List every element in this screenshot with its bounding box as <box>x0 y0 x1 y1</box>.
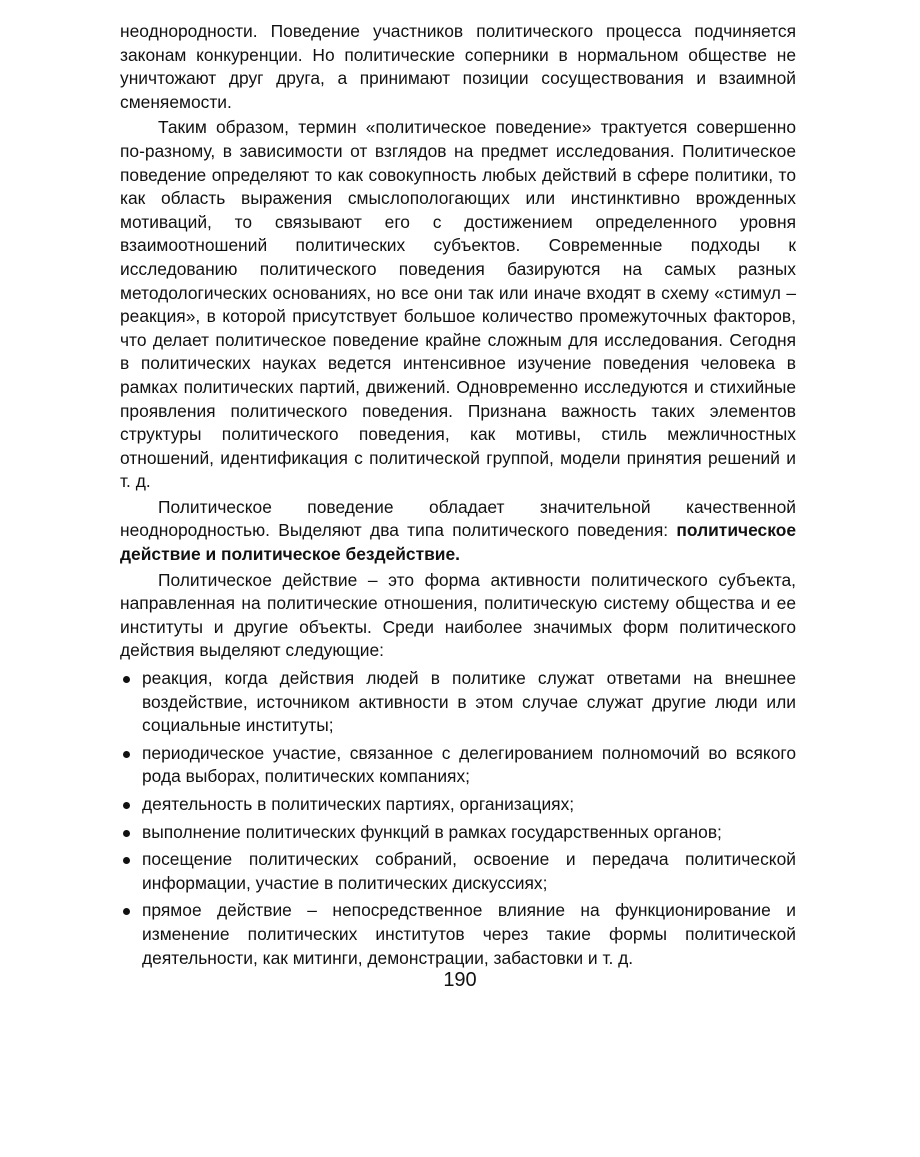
list-item <box>120 848 796 895</box>
page-number: 190 <box>443 969 477 991</box>
paragraph-2: Таким образом, термин «политическое поведение» трактуется совершенно по-разному, в зависимости от взглядов на предмет исследования. Политическое поведение определяют то как совокупность любых действий в сфере политики, то как область выражения смыслопологающих или инстинктивно врожденных мотиваций, то связывают его с достижением определенного уровня взаимоотношений политических субъектов. Современные подходы к исследованию политического поведения базируются на самых разных методологических основаниях, но все они так или иначе входят в схему «стимул – реакция», в которой присутствует большое количество промежуточных факторов, что делает политическое поведение крайне сложным для исследования. Сегодня в политических науках ведется интенсивное изучение поведения человека в рамках политических партий, движений. Одновременно исследуются и стихийные проявления политического поведения. Признана важность таких элементов структуры политического поведения, как мотивы, стиль межличностных отношений, идентификация с политической группой, модели принятия решений и т. д. <box>120 117 796 492</box>
paragraph-3-bold-term: политическое действие и политическое бездействие. <box>120 520 796 565</box>
list-item <box>120 793 796 817</box>
list-item-text: периодическое участие, связанное с делегированием полномочий во всякого рода выборах, политических компаниях; <box>142 742 796 787</box>
list-item-text: деятельность в политических партиях, организациях; <box>142 794 575 814</box>
list-item-text: выполнение политических функций в рамках государственных органов; <box>142 821 722 842</box>
paragraph-3 <box>120 496 796 567</box>
list-item-text: посещение политических собраний, освоение и передача политической информации, участие в политических дискуссиях; <box>142 849 796 893</box>
bullet-icon <box>123 830 130 837</box>
list-item-text: прямое действие – непосредственное влияние на функционирование и изменение политических институтов через такие формы политической деятельности, как митинги, демонстрации, забастовки и т. д. <box>142 900 796 968</box>
paragraph-1: неоднородности. Поведение участников политического процесса подчиняется законам конкуренции. Но политические соперники в нормальном обществе не уничтожают друг друга, а принимают позиции сосуществования и взаимной сменяемости. <box>120 21 796 112</box>
bullet-icon <box>123 751 130 758</box>
action-forms-list <box>120 667 796 970</box>
list-item <box>120 899 796 970</box>
bullet-icon <box>123 676 130 683</box>
bullet-icon <box>123 802 130 809</box>
page-body <box>120 20 796 970</box>
list-item <box>120 742 796 789</box>
list-item <box>120 667 796 738</box>
paragraph-3-text: Политическое поведение обладает значительной качественной неоднородностью. Выделяют два типа политического поведения: <box>120 496 796 541</box>
bullet-icon <box>123 857 130 864</box>
paragraph-4: Политическое действие – это форма активности политического субъекта, направленная на политические отношения, политическую систему общества и ее институты и другие объекты. Среди наиболее значимых форм политического действия выделяют следующие: <box>120 569 796 661</box>
bullet-icon <box>123 908 130 915</box>
list-item <box>120 821 796 845</box>
list-item-text: реакция, когда действия людей в политике служат ответами на внешнее воздействие, источником активности в этом случае служат другие люди или социальные институты; <box>142 668 796 736</box>
